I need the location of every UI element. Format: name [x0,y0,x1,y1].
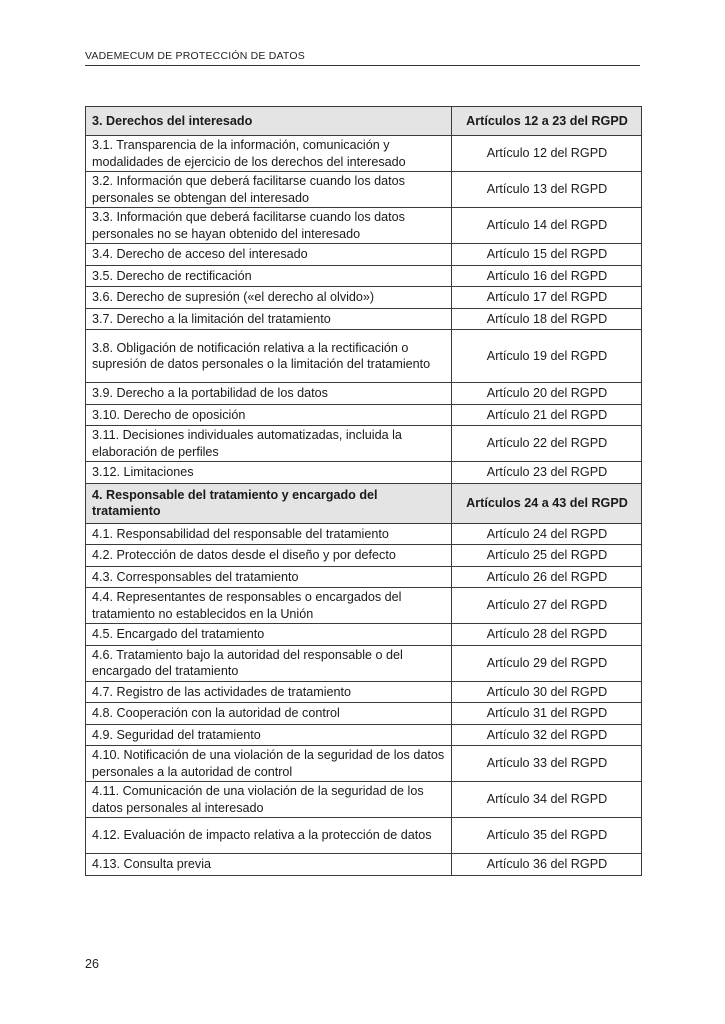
row-article: Artículo 17 del RGPD [452,287,642,309]
table-row [86,265,642,287]
row-article: Artículo 12 del RGPD [452,136,642,172]
row-article: Artículo 22 del RGPD [452,426,642,462]
row-text: 4.7. Registro de las actividades de tratamiento [86,681,452,703]
row-article: Artículo 35 del RGPD [452,818,642,854]
row-text: 4.5. Encargado del tratamiento [86,624,452,646]
table-row [86,782,642,818]
table-row [86,588,642,624]
page-number: 26 [85,957,99,971]
row-text: 3.12. Limitaciones [86,462,452,484]
table-row [86,681,642,703]
row-article: Artículo 34 del RGPD [452,782,642,818]
table-row [86,523,642,545]
table-row [86,624,642,646]
table-row [86,566,642,588]
row-article: Artículo 16 del RGPD [452,265,642,287]
table-row [86,703,642,725]
section-articles: Artículos 24 a 43 del RGPD [452,483,642,523]
table-row [86,818,642,854]
row-article: Artículo 32 del RGPD [452,724,642,746]
row-article: Artículo 18 del RGPD [452,308,642,330]
table-row [86,172,642,208]
table-row [86,462,642,484]
row-article: Artículo 33 del RGPD [452,746,642,782]
row-text: 3.6. Derecho de supresión («el derecho al olvido») [86,287,452,309]
row-article: Artículo 15 del RGPD [452,244,642,266]
section-title: 4. Responsable del tratamiento y encargado del tratamiento [86,483,452,523]
row-text: 3.5. Derecho de rectificación [86,265,452,287]
table-row [86,244,642,266]
header-divider [85,65,640,66]
row-text: 4.12. Evaluación de impacto relativa a la protección de datos [86,818,452,854]
table-row [86,136,642,172]
table-row [86,208,642,244]
row-text: 4.1. Responsabilidad del responsable del tratamiento [86,523,452,545]
row-article: Artículo 27 del RGPD [452,588,642,624]
table-row [86,287,642,309]
row-article: Artículo 24 del RGPD [452,523,642,545]
table-row [86,746,642,782]
row-text: 3.7. Derecho a la limitación del tratamiento [86,308,452,330]
row-article: Artículo 28 del RGPD [452,624,642,646]
table-row [86,426,642,462]
row-text: 3.3. Información que deberá facilitarse cuando los datos personales no se hayan obtenido del interesado [86,208,452,244]
row-article: Artículo 31 del RGPD [452,703,642,725]
table-row [86,308,642,330]
row-text: 3.1. Transparencia de la información, comunicación y modalidades de ejercicio de los derechos del interesado [86,136,452,172]
row-article: Artículo 29 del RGPD [452,645,642,681]
row-article: Artículo 30 del RGPD [452,681,642,703]
row-text: 4.6. Tratamiento bajo la autoridad del responsable o del encargado del tratamiento [86,645,452,681]
row-article: Artículo 19 del RGPD [452,330,642,383]
running-header: VADEMECUM DE PROTECCIÓN DE DATOS [85,50,305,62]
table-row [86,545,642,567]
rgpd-articles-table [85,106,642,876]
row-text: 4.11. Comunicación de una violación de la seguridad de los datos personales al interesado [86,782,452,818]
row-article: Artículo 36 del RGPD [452,854,642,876]
table-row [86,404,642,426]
row-text: 4.3. Corresponsables del tratamiento [86,566,452,588]
row-text: 3.8. Obligación de notificación relativa a la rectificación o supresión de datos personales o la limitación del tratamiento [86,330,452,383]
row-article: Artículo 20 del RGPD [452,383,642,405]
row-text: 4.8. Cooperación con la autoridad de control [86,703,452,725]
section-header-row [86,483,642,523]
row-text: 4.13. Consulta previa [86,854,452,876]
row-text: 3.11. Decisiones individuales automatizadas, incluida la elaboración de perfiles [86,426,452,462]
row-article: Artículo 21 del RGPD [452,404,642,426]
row-text: 4.9. Seguridad del tratamiento [86,724,452,746]
row-article: Artículo 23 del RGPD [452,462,642,484]
section-header-row [86,107,642,136]
row-article: Artículo 13 del RGPD [452,172,642,208]
table-row [86,330,642,383]
table-row [86,724,642,746]
section-title: 3. Derechos del interesado [86,107,452,136]
row-article: Artículo 14 del RGPD [452,208,642,244]
table-row [86,854,642,876]
row-text: 4.4. Representantes de responsables o encargados del tratamiento no establecidos en la Unión [86,588,452,624]
row-article: Artículo 26 del RGPD [452,566,642,588]
row-text: 3.9. Derecho a la portabilidad de los datos [86,383,452,405]
row-text: 4.2. Protección de datos desde el diseño y por defecto [86,545,452,567]
row-text: 3.10. Derecho de oposición [86,404,452,426]
table-row [86,645,642,681]
row-text: 4.10. Notificación de una violación de la seguridad de los datos personales a la autoridad de control [86,746,452,782]
table-row [86,383,642,405]
row-article: Artículo 25 del RGPD [452,545,642,567]
row-text: 3.2. Información que deberá facilitarse cuando los datos personales se obtengan del interesado [86,172,452,208]
row-text: 3.4. Derecho de acceso del interesado [86,244,452,266]
section-articles: Artículos 12 a 23 del RGPD [452,107,642,136]
